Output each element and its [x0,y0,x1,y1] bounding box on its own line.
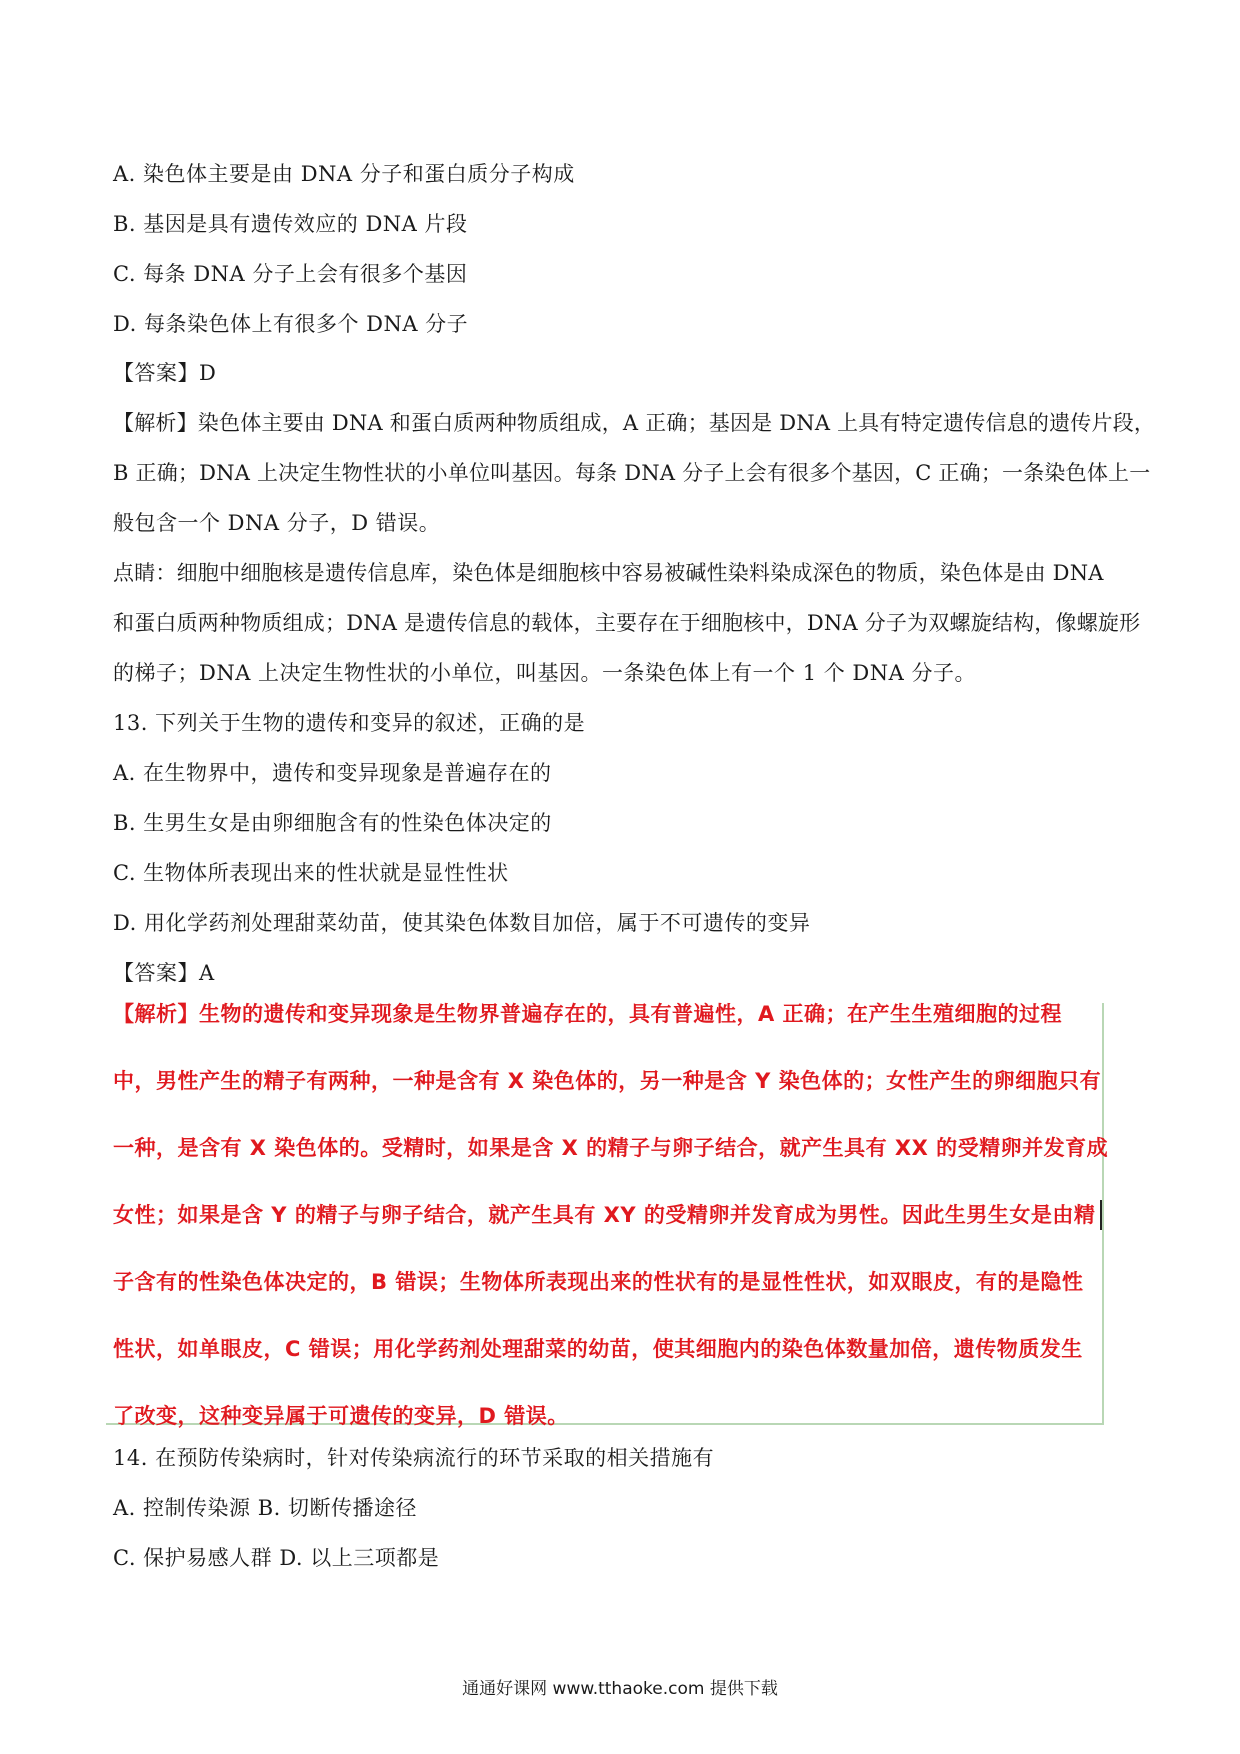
page-footer: 通通好课网 www.tthaoke.com 提供下载 [462,1679,778,1699]
q12-tip-line: 和蛋白质两种物质组成；DNA 是遗传信息的载体，主要存在于细胞核中，DNA 分子为双螺旋结构，像螺旋形 [113,611,1141,635]
q13-option-d: D. 用化学药剂处理甜菜幼苗，使其染色体数目加倍，属于不可遗传的变异 [113,911,811,935]
q13-explanation-line: 中，男性产生的精子有两种，一种是含有 X 染色体的，另一种是含 Y 染色体的；女性产生的卵细胞只有 [113,1069,1102,1093]
q14-stem: 14. 在预防传染病时，针对传染病流行的环节采取的相关措施有 [113,1446,715,1470]
q12-option-b: B. 基因是具有遗传效应的 DNA 片段 [113,212,468,236]
q13-answer: 【答案】A [113,961,215,985]
q13-explanation-line: 女性；如果是含 Y 的精子与卵子结合，就产生具有 XY 的受精卵并发育成为男性。因此生男生女是由精 [113,1203,1096,1227]
q12-option-d: D. 每条染色体上有很多个 DNA 分子 [113,312,469,336]
q12-explanation-line: 【解析】染色体主要由 DNA 和蛋白质两种物质组成，A 正确；基因是 DNA 上具有特定遗传信息的遗传片段， [113,411,1156,435]
q14-options-ab: A. 控制传染源 B. 切断传播途径 [113,1496,417,1520]
q13-explanation-line: 性状，如单眼皮，C 错误；用化学药剂处理甜菜的幼苗，使其细胞内的染色体数量加倍，遗传物质发生 [113,1337,1083,1361]
text-cursor [1100,1200,1102,1230]
q13-option-c: C. 生物体所表现出来的性状就是显性性状 [113,861,509,885]
q13-explanation-line: 【解析】生物的遗传和变异现象是生物界普遍存在的，具有普遍性，A 正确；在产生生殖细胞的过程 [113,1002,1063,1026]
q13-option-a: A. 在生物界中，遗传和变异现象是普遍存在的 [113,761,552,785]
q12-answer: 【答案】D [113,361,217,385]
q12-option-c: C. 每条 DNA 分子上会有很多个基因 [113,262,468,286]
q13-explanation-line: 了改变，这种变异属于可遗传的变异，D 错误。 [113,1404,569,1428]
q13-stem: 13. 下列关于生物的遗传和变异的叙述，正确的是 [113,711,586,735]
q12-explanation-line: B 正确；DNA 上决定生物性状的小单位叫基因。每条 DNA 分子上会有很多个基因，C 正确；一条染色体上一 [113,461,1151,485]
q12-option-a: A. 染色体主要是由 DNA 分子和蛋白质分子构成 [113,162,575,186]
q12-explanation-line: 般包含一个 DNA 分子，D 错误。 [113,511,441,535]
q12-tip-line: 的梯子；DNA 上决定生物性状的小单位，叫基因。一条染色体上有一个 1 个 DNA 分子。 [113,661,976,685]
q13-explanation-line: 子含有的性染色体决定的，B 错误；生物体所表现出来的性状有的是显性性状，如双眼皮，有的是隐性 [113,1270,1084,1294]
q14-options-cd: C. 保护易感人群 D. 以上三项都是 [113,1546,440,1570]
q13-option-b: B. 生男生女是由卵细胞含有的性染色体决定的 [113,811,552,835]
q13-explanation-line: 一种，是含有 X 染色体的。受精时，如果是含 X 的精子与卵子结合，就产生具有 XX 的受精卵并发育成 [113,1136,1109,1160]
q12-tip-line: 点睛：细胞中细胞核是遗传信息库，染色体是细胞核中容易被碱性染料染成深色的物质，染色体是由 DNA [113,561,1104,585]
